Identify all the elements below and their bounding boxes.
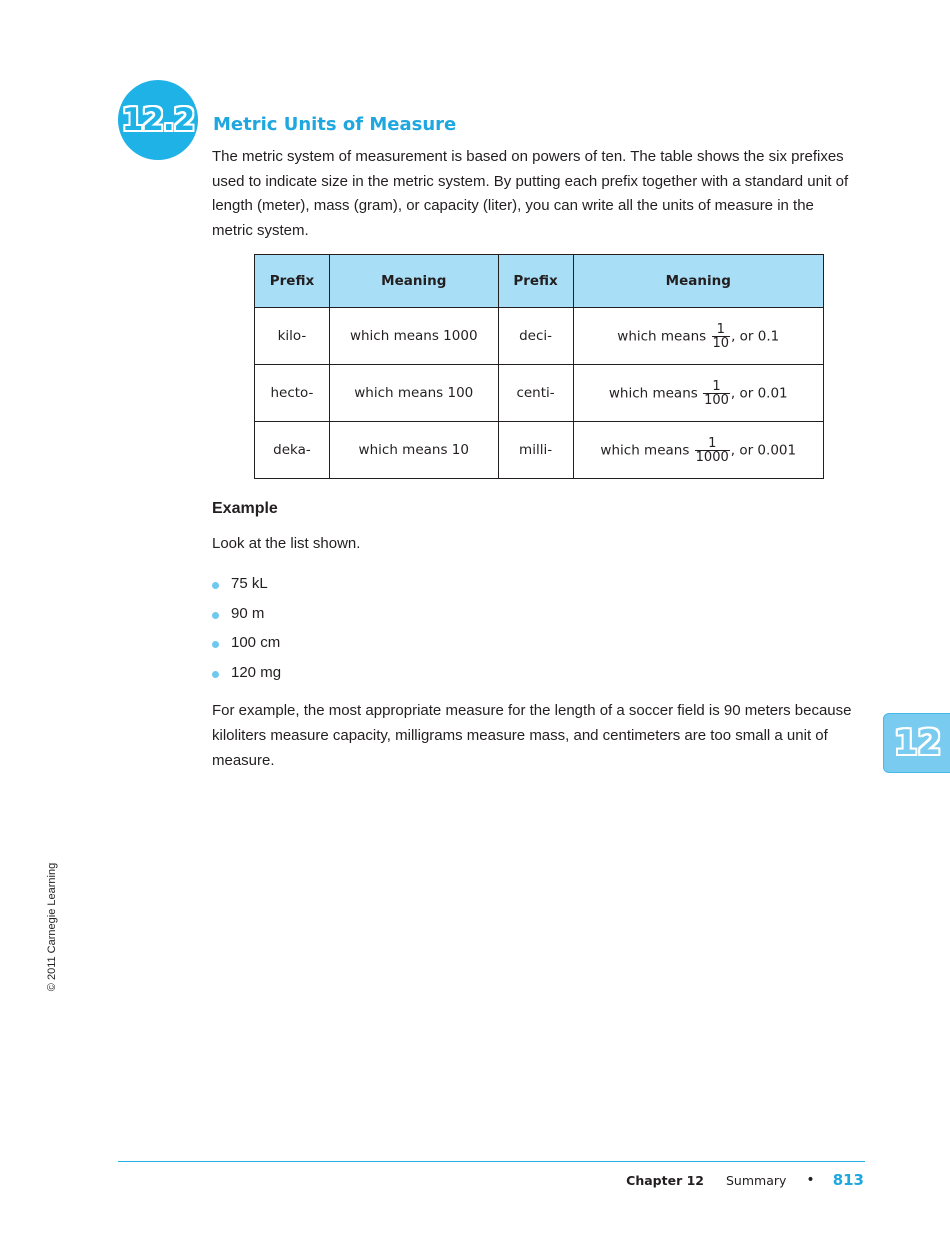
table-header-row bbox=[255, 255, 824, 308]
bullet-icon bbox=[212, 582, 219, 589]
prefix-cell: centi- bbox=[498, 365, 573, 422]
section-number: 12.2 bbox=[121, 102, 195, 138]
fraction-denominator: 10 bbox=[712, 335, 730, 351]
meaning-text: which means bbox=[600, 442, 690, 458]
footer-divider bbox=[118, 1161, 865, 1162]
meaning-text: which means bbox=[617, 328, 707, 344]
header-meaning-1: Meaning bbox=[329, 255, 498, 308]
fraction bbox=[703, 380, 730, 407]
footer-chapter: Chapter 12 bbox=[626, 1172, 704, 1188]
prefix-cell: deka- bbox=[255, 422, 330, 479]
fraction-numerator: 1 bbox=[716, 321, 725, 337]
meaning-cell: which means 1000 bbox=[329, 308, 498, 365]
list-item-text: 90 m bbox=[231, 604, 265, 622]
meaning-text: which means bbox=[608, 385, 698, 401]
example-heading: Example bbox=[212, 500, 278, 517]
fraction-numerator: 1 bbox=[708, 435, 717, 451]
fraction-denominator: 100 bbox=[704, 392, 729, 408]
list-item bbox=[212, 634, 281, 664]
list-item bbox=[212, 664, 281, 694]
copyright-notice: © 2011 Carnegie Learning bbox=[46, 862, 58, 992]
meaning-fraction-cell bbox=[573, 422, 823, 479]
prefix-cell: kilo- bbox=[255, 308, 330, 365]
meaning-decimal: , or 0.01 bbox=[730, 385, 788, 401]
fraction-numerator: 1 bbox=[712, 378, 721, 394]
meaning-decimal: , or 0.001 bbox=[730, 442, 797, 458]
table-row bbox=[255, 422, 824, 479]
table-row bbox=[255, 308, 824, 365]
page-number: 813 bbox=[832, 1171, 864, 1189]
footer-section: Summary bbox=[726, 1172, 787, 1188]
fraction-denominator: 1000 bbox=[695, 449, 729, 465]
footer-separator: • bbox=[806, 1172, 815, 1188]
list-item bbox=[212, 575, 281, 605]
intro-paragraph: The metric system of measurement is based on powers of ten. The table shows the six prefixes used to indicate size in the metric system. By putting each prefix together with a standard unit of length (meter), mass (gram), or capacity (liter), you can write all the units of measure in the metric system. bbox=[212, 148, 849, 240]
example-intro: Look at the list shown. bbox=[212, 535, 361, 552]
meaning-fraction-cell bbox=[573, 308, 823, 365]
measure-list bbox=[212, 575, 281, 693]
header-prefix-2: Prefix bbox=[498, 255, 573, 308]
bullet-icon bbox=[212, 671, 219, 678]
fraction bbox=[712, 323, 731, 350]
prefix-cell: milli- bbox=[498, 422, 573, 479]
example-conclusion: For example, the most appropriate measure for the length of a soccer field is 90 meters because kiloliters measure capacity, milligrams measure mass, and centimeters are too small a unit of measure. bbox=[212, 702, 852, 769]
list-item-text: 100 cm bbox=[231, 634, 281, 651]
bullet-icon bbox=[212, 641, 219, 648]
meaning-fraction-cell bbox=[573, 365, 823, 422]
metric-prefix-table bbox=[254, 254, 824, 479]
section-number-badge bbox=[118, 80, 198, 160]
chapter-tab bbox=[883, 713, 950, 773]
header-meaning-2: Meaning bbox=[573, 255, 823, 308]
meaning-cell: which means 100 bbox=[329, 365, 498, 422]
header-prefix-1: Prefix bbox=[255, 255, 330, 308]
prefix-cell: deci- bbox=[498, 308, 573, 365]
prefix-cell: hecto- bbox=[255, 365, 330, 422]
fraction bbox=[695, 437, 730, 464]
chapter-tab-number: 12 bbox=[894, 723, 942, 763]
meaning-cell: which means 10 bbox=[329, 422, 498, 479]
meaning-decimal: , or 0.1 bbox=[731, 328, 780, 344]
section-title: Metric Units of Measure bbox=[213, 114, 457, 135]
bullet-icon bbox=[212, 612, 219, 619]
table-row bbox=[255, 365, 824, 422]
list-item-text: 120 mg bbox=[231, 663, 282, 681]
list-item-text: 75 kL bbox=[231, 575, 268, 592]
page-footer bbox=[626, 1171, 864, 1189]
list-item bbox=[212, 605, 281, 635]
